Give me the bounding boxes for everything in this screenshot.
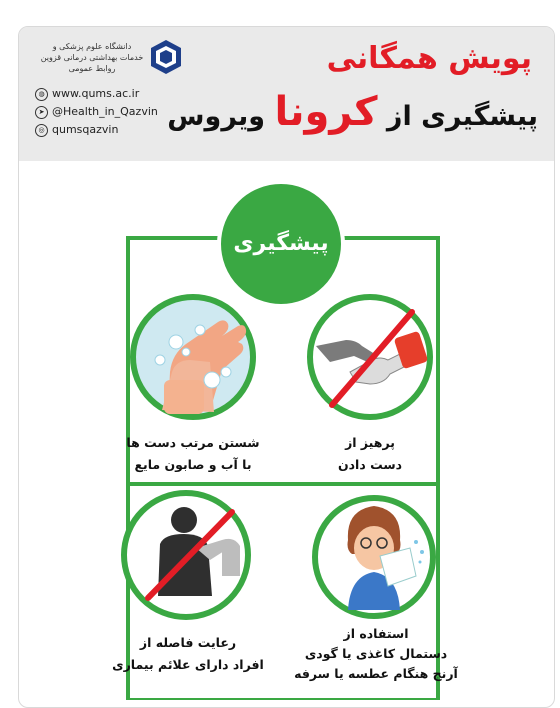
item-line: رعایت فاصله از [139,635,237,650]
no-handshake-illustration [310,297,430,417]
item-line: افراد دارای علائم بیماری [112,657,264,672]
center-title: پیشگیری [233,231,329,256]
item-line: با آب و صابون مایع [134,457,252,472]
item-handshake-label [300,432,440,476]
item-line: استفاده از [343,626,409,641]
contact-text: @Health_in_Qazvin [52,105,158,118]
subtitle-part1: پیشگیری از [377,101,538,132]
contact-text: www.qums.ac.ir [52,87,140,100]
item-tissue-label [292,624,460,684]
item-line: پرهیز از [345,435,395,450]
sneeze-tissue-illustration [315,498,433,616]
telegram-icon: ➤ [35,106,48,119]
instagram-icon: ◎ [35,124,48,137]
contact-text: qumsqazvin [52,123,119,136]
globe-icon: ◍ [35,88,48,101]
university-line: دانشگاه علوم پزشکی و [52,42,132,51]
university-line: روابط عمومی [68,64,116,73]
item-line: شستن مرتب دست ها [126,435,260,450]
social-distance-illustration [124,493,248,617]
campaign-title: پویش همگانی [326,41,532,76]
subtitle-highlight: کرونا [274,89,378,135]
item-line: دستمال کاغذی یا گودی [304,646,448,661]
handwash-illustration [133,297,253,417]
university-line: خدمات بهداشتی درمانی قزوین [40,53,144,62]
item-line: آرنج هنگام عطسه یا سرفه [294,666,458,681]
subtitle-part3: ویروس [167,101,275,132]
item-line: دست دادن [337,457,403,472]
item-handwash-label [108,432,278,476]
item-distance-label [90,632,286,676]
